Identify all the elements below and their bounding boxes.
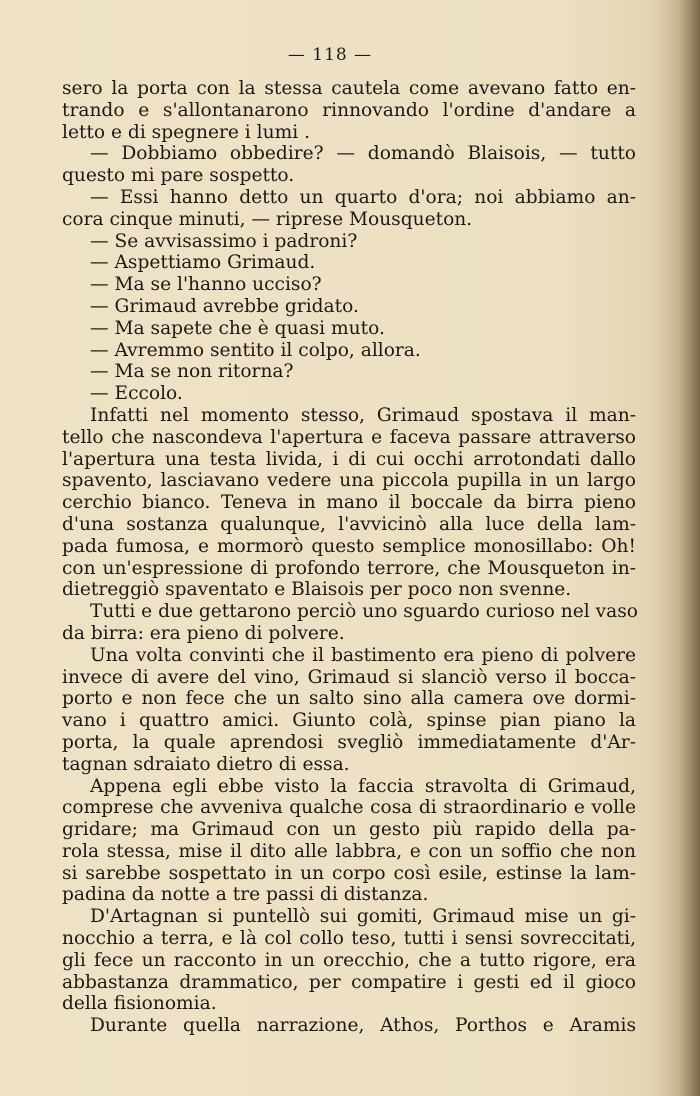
text-line: porta, la quale aprendosi svegliò immediatamente d'Ar- <box>62 731 636 753</box>
text-line: letto e di spegnere i lumi . <box>62 121 310 143</box>
text-line: — Dobbiamo obbedire? — domandò Blaisois, — tutto <box>90 143 636 165</box>
text-line: gridare; ma Grimaud con un gesto più rapido della pa- <box>62 819 636 841</box>
text-line: tello che nascondeva l'apertura e faceva passare attraverso <box>62 426 636 448</box>
text-line: nocchio a terra, e là col collo teso, tutti i sensi sovreccitati, <box>62 928 636 950</box>
text-line: — Ma se non ritorna? <box>90 361 294 383</box>
text-line: cora cinque minuti, — riprese Mousqueton. <box>62 208 473 230</box>
text-line: — Essi hanno detto un quarto d'ora; noi abbiamo an- <box>90 186 636 208</box>
text-line: abbastanza drammatico, per compatire i gesti ed il gioco <box>62 971 636 993</box>
text-line: cerchio bianco. Teneva in mano il boccale da birra pieno <box>62 492 636 514</box>
text-line: padina da notte a tre passi di distanza. <box>62 884 429 906</box>
text-line: tagnan sdraiato dietro di essa. <box>62 753 350 775</box>
page-gutter-shadow <box>678 0 700 1096</box>
text-line: porto e non fece che un salto sino alla camera ove dormi- <box>62 688 636 710</box>
text-line: Appena egli ebbe visto la faccia stravolta di Grimaud, <box>90 775 636 797</box>
text-line: da birra: era pieno di polvere. <box>62 622 345 644</box>
text-line: Infatti nel momento stesso, Grimaud spostava il man- <box>90 404 636 426</box>
text-line: — Ma se l'hanno ucciso? <box>90 274 322 296</box>
text-line: si sarebbe sospettato in un corpo così esile, estinse la lam- <box>62 862 636 884</box>
text-line: della fisionomia. <box>62 993 217 1015</box>
text-line: invece di avere del vino, Grimaud si slanciò verso il bocca- <box>62 666 636 688</box>
text-line: spavento, lasciavano vedere una piccola pupilla in un largo <box>62 470 636 492</box>
text-line: comprese che avveniva qualche cosa di straordinario e volle <box>62 797 636 819</box>
text-line: pada fumosa, e mormorò questo semplice monosillabo: Oh! <box>62 535 636 557</box>
text-line: dietreggiò spaventato e Blaisois per poco non svenne. <box>62 579 572 601</box>
text-line: — Se avvisassimo i padroni? <box>90 230 358 252</box>
text-line: Una volta convinti che il bastimento era pieno di polvere <box>90 644 636 666</box>
text-line: d'una sostanza qualunque, l'avvicinò alla luce della lam- <box>62 513 636 535</box>
text-line: D'Artagnan si puntellò sui gomiti, Grimaud mise un gi- <box>90 906 636 928</box>
text-line: — Eccolo. <box>90 383 183 405</box>
text-line: — Avremmo sentito il colpo, allora. <box>90 339 421 361</box>
text-line: l'apertura una testa livida, i di cui occhi arrotondati dallo <box>62 448 636 470</box>
text-line: gli fece un racconto in un orecchio, che a tutto rigore, era <box>62 949 636 971</box>
body-text <box>62 78 636 1037</box>
text-line: trando e s'allontanarono rinnovando l'ordine d'andare a <box>62 99 636 121</box>
text-line: con un'espressione di profondo terrore, che Mousqueton in- <box>62 557 636 579</box>
text-line: rola stessa, mise il dito alle labbra, e con un soffio che non <box>62 840 636 862</box>
text-line: Tutti e due gettarono perciò uno sguardo curioso nel vaso <box>90 601 638 623</box>
page-number: — 118 — <box>287 45 373 65</box>
text-line: questo mi pare sospetto. <box>62 165 295 187</box>
text-line: vano i quattro amici. Giunto colà, spinse pian piano la <box>62 710 636 732</box>
text-line: sero la porta con la stessa cautela come avevano fatto en- <box>62 78 636 99</box>
text-line: — Grimaud avrebbe gridato. <box>90 295 359 317</box>
text-line: Durante quella narrazione, Athos, Porthos e Aramis <box>90 1015 636 1037</box>
text-line: — Aspettiamo Grimaud. <box>90 252 316 274</box>
text-line: — Ma sapete che è quasi muto. <box>90 317 385 339</box>
